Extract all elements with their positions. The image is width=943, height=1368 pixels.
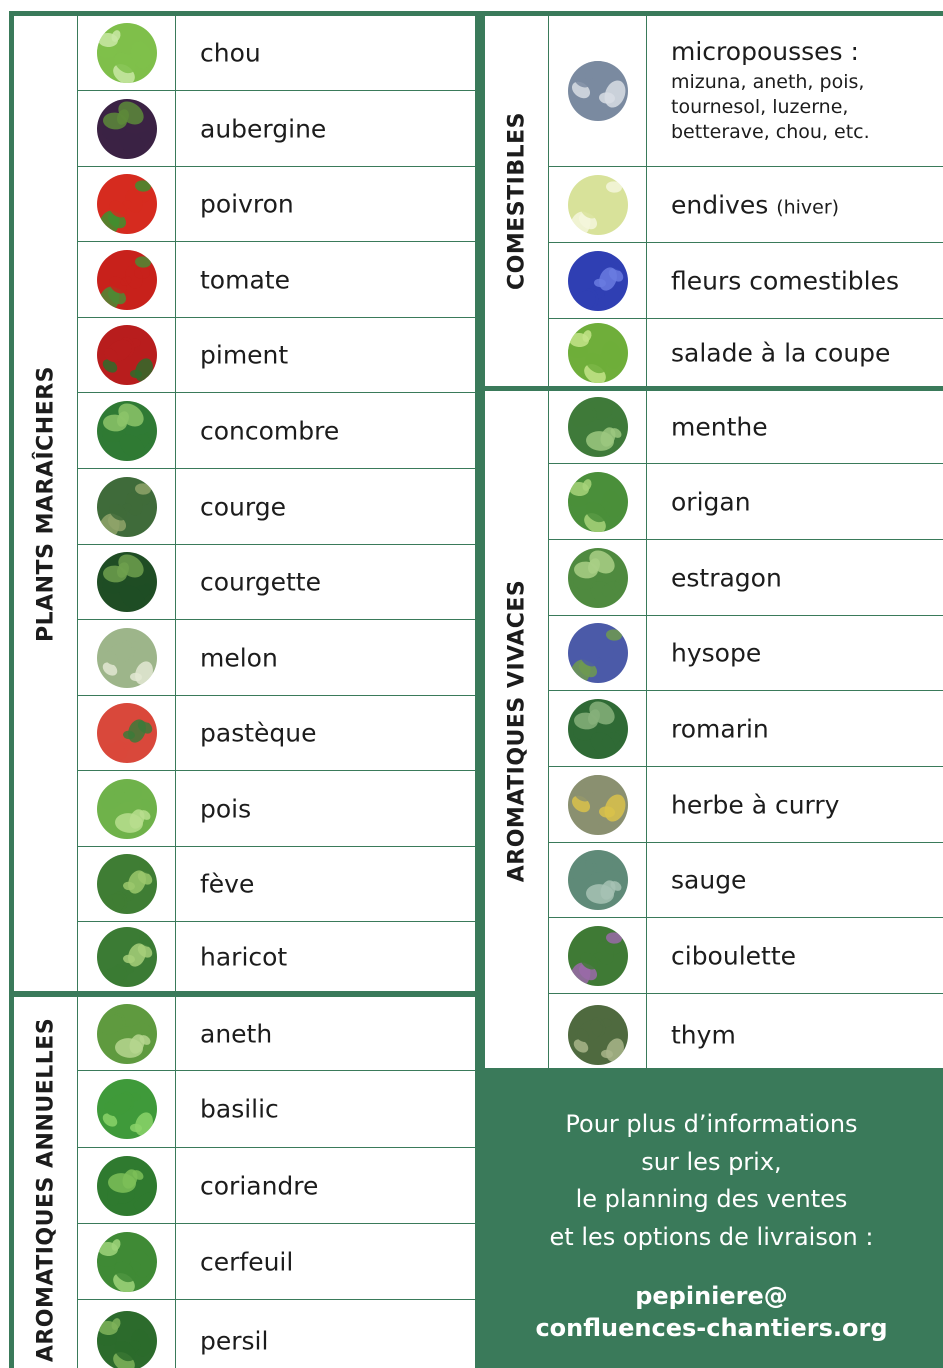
- thumbnail-cell: [78, 1148, 176, 1223]
- plant-name: [200, 643, 278, 672]
- plant-row: [78, 771, 475, 847]
- variety-line: betterave, chou, etc.: [671, 121, 870, 143]
- plant-name: [200, 1019, 272, 1048]
- plant-name: [200, 568, 321, 597]
- thumbnail-cell: [78, 545, 176, 619]
- thumbnail-cell: [78, 469, 176, 544]
- plant-row: [549, 918, 943, 994]
- section-label-column: [14, 16, 78, 991]
- plant-name: [671, 714, 769, 743]
- plant-row: [549, 319, 943, 386]
- plant-name: [671, 190, 839, 219]
- plant-name-text: coriandre: [200, 1171, 319, 1200]
- plant-name-text: chou: [200, 38, 261, 68]
- thumbnail-cell: [549, 767, 647, 842]
- plant-name: [671, 1020, 736, 1049]
- info-line: sur les prix,: [641, 1147, 782, 1176]
- plant-name-text: estragon: [671, 563, 782, 592]
- thumbnail-cell: [549, 843, 647, 917]
- plant-row: [549, 767, 943, 843]
- plant-row: [78, 16, 475, 91]
- email-line: pepiniere@: [635, 1282, 788, 1310]
- plant-name-text: salade à la coupe: [671, 338, 891, 367]
- section-title: COMESTIBLES: [504, 112, 529, 290]
- curry-plant-icon: [568, 775, 628, 835]
- plant-name-text: tomate: [200, 265, 290, 294]
- plant-name: [671, 941, 796, 970]
- plant-varieties: [671, 70, 870, 145]
- plant-name-text: origan: [671, 487, 751, 516]
- chervil-icon: [97, 1232, 157, 1292]
- plant-row: [549, 243, 943, 319]
- plant-name: [671, 487, 751, 516]
- plant-row: [549, 464, 943, 540]
- chives-icon: [568, 926, 628, 986]
- thumbnail-cell: [78, 771, 176, 846]
- section-label-column: [485, 16, 549, 386]
- plant-name: [200, 1171, 318, 1200]
- thumbnail-cell: [78, 318, 176, 392]
- thumbnail-cell: [78, 393, 176, 468]
- email-line: confluences-chantiers.org: [535, 1314, 888, 1342]
- microgreens-icon: [568, 61, 628, 121]
- section-aromatiques-annuelles: [9, 992, 480, 1368]
- plant-name: [671, 37, 870, 145]
- plant-row: [78, 167, 475, 242]
- thumbnail-cell: [549, 167, 647, 242]
- lettuce-icon: [568, 323, 628, 383]
- section-title: AROMATIQUES VIVACES: [504, 579, 529, 882]
- section-label-column: [14, 997, 78, 1368]
- plant-name-text: basilic: [200, 1094, 279, 1124]
- thumbnail-cell: [549, 918, 647, 993]
- section-title: AROMATIQUES ANNUELLES: [33, 1017, 58, 1362]
- thumbnail-cell: [549, 16, 647, 166]
- thumbnail-cell: [549, 691, 647, 766]
- plant-row: [78, 318, 475, 393]
- section-title: PLANTS MARAÎCHERS: [33, 365, 58, 642]
- plant-name-text: pois: [200, 794, 252, 823]
- plant-name-text: romarin: [671, 714, 769, 743]
- plant-row: [78, 922, 475, 991]
- squash-icon: [97, 477, 157, 537]
- cornflower-icon: [568, 251, 628, 311]
- plant-list: [549, 16, 943, 386]
- plant-name-text: haricot: [200, 942, 288, 971]
- plant-name: [200, 942, 287, 971]
- tomato-icon: [97, 250, 157, 310]
- plant-name: [671, 563, 782, 592]
- plant-name: [200, 190, 294, 219]
- thumbnail-cell: [549, 391, 647, 463]
- plant-name: [200, 492, 286, 521]
- plant-name-text: herbe à curry: [671, 790, 840, 819]
- plant-name-text: aneth: [200, 1019, 273, 1048]
- coriander-icon: [97, 1156, 157, 1216]
- plant-name-text: micropousses :: [671, 37, 859, 66]
- plant-name-text: fève: [200, 869, 255, 899]
- info-text: [480, 1106, 943, 1256]
- plant-name-text: menthe: [671, 412, 768, 442]
- thumbnail-cell: [78, 1224, 176, 1299]
- plant-row: [549, 994, 943, 1075]
- section-aromatiques-vivaces: [480, 386, 943, 1070]
- plant-row: [78, 242, 475, 318]
- thumbnail-cell: [549, 243, 647, 318]
- thumbnail-cell: [78, 1071, 176, 1147]
- plant-name-text: pastèque: [200, 718, 317, 748]
- plant-name-text: piment: [200, 340, 289, 370]
- endive-icon: [568, 175, 628, 235]
- plant-row: [78, 620, 475, 696]
- thumbnail-cell: [549, 616, 647, 690]
- plant-name-text: cerfeuil: [200, 1247, 294, 1276]
- plant-name: [671, 266, 899, 295]
- thumbnail-cell: [78, 167, 176, 241]
- plant-row: [549, 540, 943, 616]
- plant-name: [200, 416, 339, 445]
- plant-name-text: poivron: [200, 189, 294, 219]
- green-bean-icon: [97, 927, 157, 987]
- plant-name: [200, 265, 290, 294]
- cucumber-icon: [97, 401, 157, 461]
- plant-row: [78, 91, 475, 167]
- plant-name: [200, 1095, 279, 1124]
- plant-name-text: aubergine: [200, 114, 327, 143]
- variety-line: tournesol, luzerne,: [671, 96, 849, 118]
- plant-row: [549, 391, 943, 464]
- sage-icon: [568, 850, 628, 910]
- tarragon-icon: [568, 548, 628, 608]
- chili-icon: [97, 325, 157, 385]
- plant-name-text: sauge: [671, 865, 747, 895]
- thumbnail-cell: [549, 540, 647, 615]
- plant-row: [78, 1224, 475, 1300]
- plant-name: [200, 1247, 293, 1276]
- plant-list: [549, 391, 943, 1070]
- plant-note: (hiver): [776, 196, 840, 218]
- thumbnail-cell: [78, 1300, 176, 1368]
- section-label-column: [485, 391, 549, 1070]
- info-line: le planning des ventes: [575, 1185, 848, 1213]
- thumbnail-cell: [78, 847, 176, 921]
- plant-name-text: thym: [671, 1020, 736, 1049]
- plant-name-text: endives: [671, 190, 769, 219]
- plant-name: [671, 338, 890, 367]
- plant-row: [78, 1148, 475, 1224]
- thumbnail-cell: [78, 242, 176, 317]
- plant-row: [549, 167, 943, 243]
- thumbnail-cell: [78, 997, 176, 1070]
- plant-row: [549, 843, 943, 918]
- plant-row: [78, 696, 475, 771]
- plant-row: [78, 469, 475, 545]
- thumbnail-cell: [549, 994, 647, 1075]
- plant-row: [78, 1071, 475, 1148]
- thumbnail-cell: [78, 620, 176, 695]
- info-box: [480, 1068, 943, 1368]
- plant-row: [549, 616, 943, 691]
- plant-name: [200, 719, 317, 748]
- thumbnail-cell: [78, 922, 176, 991]
- contact-email[interactable]: [480, 1280, 943, 1344]
- peas-icon: [97, 779, 157, 839]
- thyme-icon: [568, 1005, 628, 1065]
- plant-name: [200, 870, 254, 899]
- plant-name: [671, 639, 761, 668]
- plant-row: [78, 847, 475, 922]
- cabbage-icon: [97, 23, 157, 83]
- pepper-icon: [97, 174, 157, 234]
- plant-name: [200, 794, 251, 823]
- thumbnail-cell: [549, 464, 647, 539]
- plant-row: [549, 16, 943, 167]
- mint-icon: [568, 397, 628, 457]
- thumbnail-cell: [78, 91, 176, 166]
- oregano-icon: [568, 472, 628, 532]
- plant-name-text: ciboulette: [671, 941, 797, 970]
- plant-list: [78, 16, 475, 991]
- plant-name: [671, 413, 768, 442]
- plant-name-text: courge: [200, 492, 286, 521]
- plant-name-text: concombre: [200, 416, 340, 445]
- plant-name-text: melon: [200, 643, 278, 672]
- rosemary-icon: [568, 699, 628, 759]
- info-line: Pour plus d’informations: [565, 1110, 858, 1138]
- plant-row: [549, 691, 943, 767]
- zucchini-icon: [97, 552, 157, 612]
- variety-line: mizuna, aneth, pois,: [671, 71, 865, 93]
- thumbnail-cell: [78, 16, 176, 90]
- plant-name: [200, 114, 326, 143]
- eggplant-icon: [97, 99, 157, 159]
- plant-name: [671, 790, 839, 819]
- broad-bean-icon: [97, 854, 157, 914]
- parsley-icon: [97, 1311, 157, 1368]
- section-comestibles: [480, 11, 943, 391]
- plant-name: [671, 866, 746, 895]
- plant-row: [78, 1300, 475, 1368]
- plant-name-text: fleurs comestibles: [671, 266, 899, 295]
- plant-name-text: courgette: [200, 567, 321, 597]
- info-line: et les options de livraison :: [549, 1222, 874, 1251]
- thumbnail-cell: [78, 696, 176, 770]
- plant-name: [200, 341, 288, 370]
- hyssop-icon: [568, 623, 628, 683]
- plant-name-text: hysope: [671, 638, 762, 668]
- watermelon-icon: [97, 703, 157, 763]
- plant-row: [78, 545, 475, 620]
- plant-name: [200, 39, 261, 68]
- section-plants-maraichers: [9, 11, 480, 996]
- plant-list: [78, 997, 475, 1368]
- plant-row: [78, 997, 475, 1071]
- plant-name-text: persil: [200, 1326, 269, 1356]
- melon-icon: [97, 628, 157, 688]
- thumbnail-cell: [549, 319, 647, 386]
- dill-icon: [97, 1004, 157, 1064]
- plant-row: [78, 393, 475, 469]
- basil-icon: [97, 1079, 157, 1139]
- plant-name: [200, 1327, 268, 1356]
